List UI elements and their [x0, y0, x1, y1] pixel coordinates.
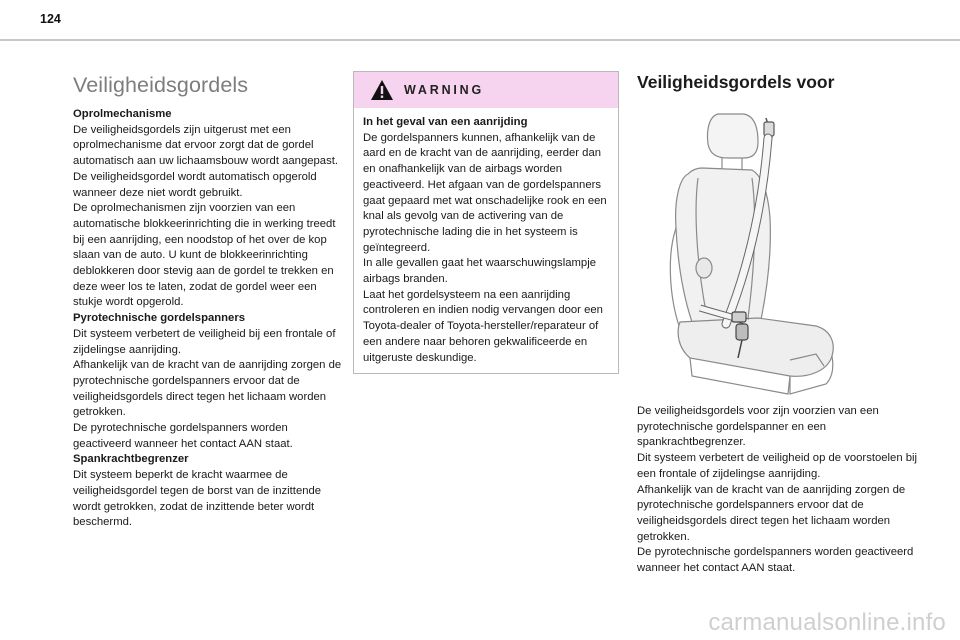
watermark: carmanualsonline.info: [708, 609, 946, 636]
subheading-oprolmechanisme: Oprolmechanisme: [73, 108, 172, 120]
warning-box: [353, 71, 619, 374]
paragraph: Afhankelijk van de kracht van de aanrijding zorgen de pyrotechnische gordelspanners ervoor dat de veiligheidsgordels direct tegen het lichaam worden getrokken.: [637, 483, 906, 543]
warning-header: [354, 72, 618, 108]
paragraph: Afhankelijk van de kracht van de aanrijding zorgen de pyrotechnische gordelspanners ervoor dat de veiligheidsgordels direct tegen het lichaam worden getrokken.: [73, 359, 342, 419]
right-column: [637, 404, 922, 577]
paragraph: De gordelspanners kunnen, afhankelijk van de aard en de kracht van de aanrijding, eerder dan en onafhankelijk van de airbags worden geactiveerd. Het afgaan van de gordelspanners gaat gepaard met wat onschadelijke rook en een knal als gevolg van de activering van de pyrotechnische lading die in het systeem is geïntegreerd.: [363, 131, 607, 254]
warning-body: [354, 108, 618, 366]
paragraph: De oprolmechanismen zijn voorzien van een automatische blokkeerinrichting die in werking treedt bij een aanrijding, een noodstop of het over de kop slaan van de auto. U kunt de blokkeerinrichting deblokkeren door stevig aan de gordel te trekken en deze weer los te laten, zodat de gordel weer een stukje wordt opgerold.: [73, 202, 336, 309]
paragraph: Dit systeem beperkt de kracht waarmee de veiligheidsgordel tegen de borst van de inzittende wordt getrokken, zodat de inzittende beter wordt beschermd.: [73, 469, 322, 529]
subheading-pyrotechnische-gordelspanners: Pyrotechnische gordelspanners: [73, 312, 246, 325]
warning-heading: In het geval van een aanrijding: [363, 116, 528, 128]
section-title: Veiligheidsgordels: [73, 73, 249, 97]
left-column: [73, 72, 343, 531]
paragraph: De pyrotechnische gordelspanners worden geactiveerd wanneer het contact AAN staat.: [637, 546, 914, 575]
paragraph: Dit systeem verbetert de veiligheid bij een frontale of zijdelingse aanrijding.: [73, 327, 336, 356]
paragraph: Laat het gordelsysteem na een aanrijding controleren en indien nodig vervangen door een Toyota-dealer of Toyota-hersteller/reparateur of een andere naar behoren gekwalificeerde en uitgeruste deskundige.: [363, 288, 603, 364]
paragraph: De veiligheidsgordels zijn uitgerust met een oprolmechanisme dat ervoor zorgt dat de gordel automatisch aan uw lichaamsbouw wordt aangepast. De veiligheidsgordel wordt automatisch opgerold wanneer deze niet wordt gebruikt.: [73, 123, 339, 199]
page-number: 124: [40, 12, 61, 26]
header-divider: [0, 39, 960, 41]
subsection-title: Veiligheidsgordels voor: [637, 72, 835, 92]
paragraph: Dit systeem verbetert de veiligheid op de voorstoelen bij een frontale of zijdelingse aanrijding.: [637, 452, 918, 480]
paragraph: In alle gevallen gaat het waarschuwingslampje airbags branden.: [363, 257, 596, 286]
seat-illustration: [640, 108, 880, 398]
paragraph: De veiligheidsgordels voor zijn voorzien van een pyrotechnische gordelspanner en een spankrachtbegrenzer.: [637, 405, 879, 449]
paragraph: De pyrotechnische gordelspanners worden geactiveerd wanneer het contact AAN staat.: [73, 422, 293, 450]
warning-title: WARNING: [404, 83, 485, 97]
subheading-spankrachtbegrenzer: Spankrachtbegrenzer: [73, 453, 189, 466]
warning-triangle-icon: [370, 79, 394, 101]
